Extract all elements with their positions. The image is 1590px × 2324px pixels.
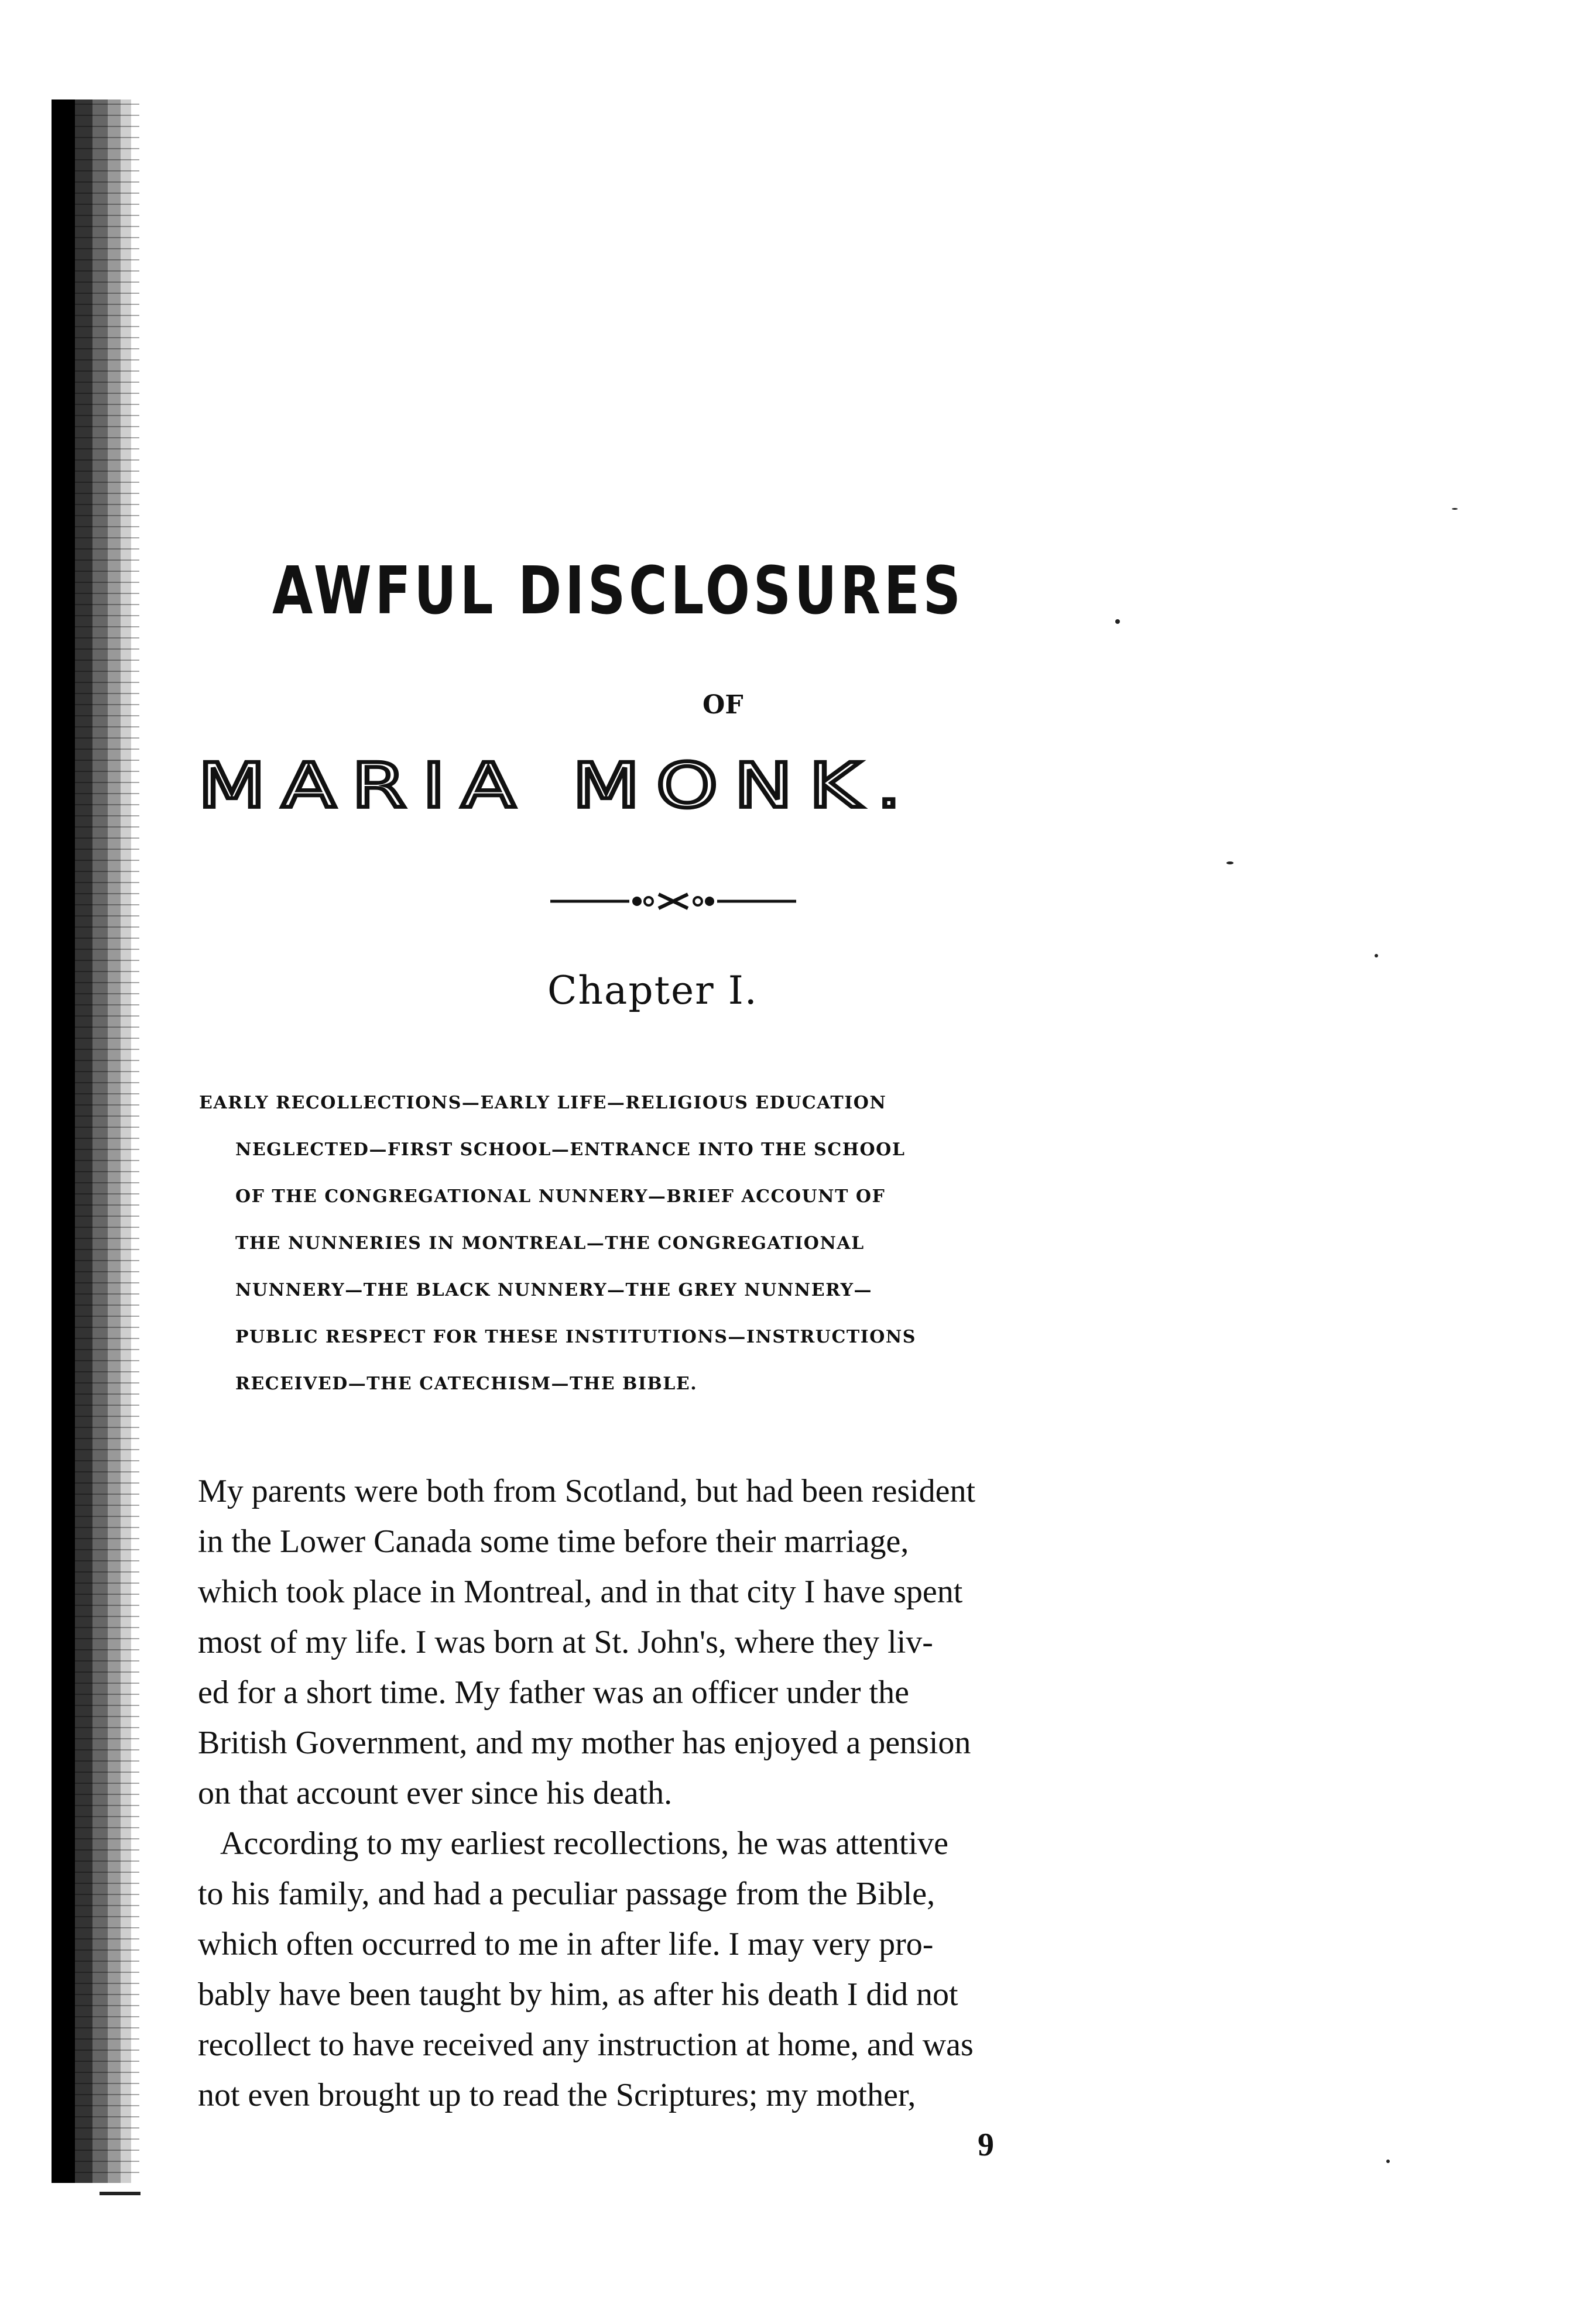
summary-line: THE NUNNERIES IN MONTREAL—THE CONGREGATIONAL [235,1233,865,1254]
text-line: most of my life. I was born at St. John's, where they liv- [198,1624,933,1660]
book-binding-edge [52,99,139,2183]
page-speck [1452,508,1458,510]
text-line: ed for a short time. My father was an officer under the [198,1674,909,1711]
text-line: which took place in Montreal, and in that city I have spent [198,1574,963,1610]
page-speck [1226,861,1233,864]
text-line: on that account ever since his death. [198,1775,673,1811]
binding-base-mark [100,2192,141,2195]
chapter-summary [199,1080,1177,1408]
page-speck [1115,619,1120,624]
author-name-title: MARIA MONK. [198,750,918,822]
text-line: According to my earliest recollections, he was attentive [220,1825,949,1862]
summary-line: OF THE CONGREGATIONAL NUNNERY—BRIEF ACCOUNT OF [235,1186,886,1207]
ornament-divider [550,890,796,913]
chapter-heading: Chapter I. [547,968,758,1013]
text-line: not even brought up to read the Scriptures; my mother, [198,2077,916,2113]
text-line: in the Lower Canada some time before their marriage, [198,1523,909,1560]
summary-line: PUBLIC RESPECT FOR THESE INSTITUTIONS—INSTRUCTIONS [235,1327,916,1347]
text-line: My parents were both from Scotland, but had been resident [198,1473,976,1509]
page-speck [1386,2160,1390,2163]
text-line: recollect to have received any instruction at home, and was [198,2027,974,2063]
text-line: to his family, and had a peculiar passage from the Bible, [198,1876,936,1912]
page-number: 9 [978,2127,994,2163]
text-line: bably have been taught by him, as after his death I did not [198,1976,958,2013]
book-title: AWFUL DISCLOSURES [272,553,964,629]
summary-line: EARLY RECOLLECTIONS—EARLY LIFE—RELIGIOUS EDUCATION [199,1093,887,1113]
summary-line: NEGLECTED—FIRST SCHOOL—ENTRANCE INTO THE SCHOOL [235,1139,906,1160]
text-line: British Government, and my mother has enjoyed a pension [198,1725,971,1761]
page-speck [1375,954,1378,957]
summary-line: RECEIVED—THE CATECHISM—THE BIBLE. [235,1374,698,1394]
text-line: which often occurred to me in after life. I may very pro- [198,1926,934,1962]
title-connector: OF [703,690,743,720]
body-text [198,1466,1184,2120]
summary-line: NUNNERY—THE BLACK NUNNERY—THE GREY NUNNERY— [235,1280,873,1300]
